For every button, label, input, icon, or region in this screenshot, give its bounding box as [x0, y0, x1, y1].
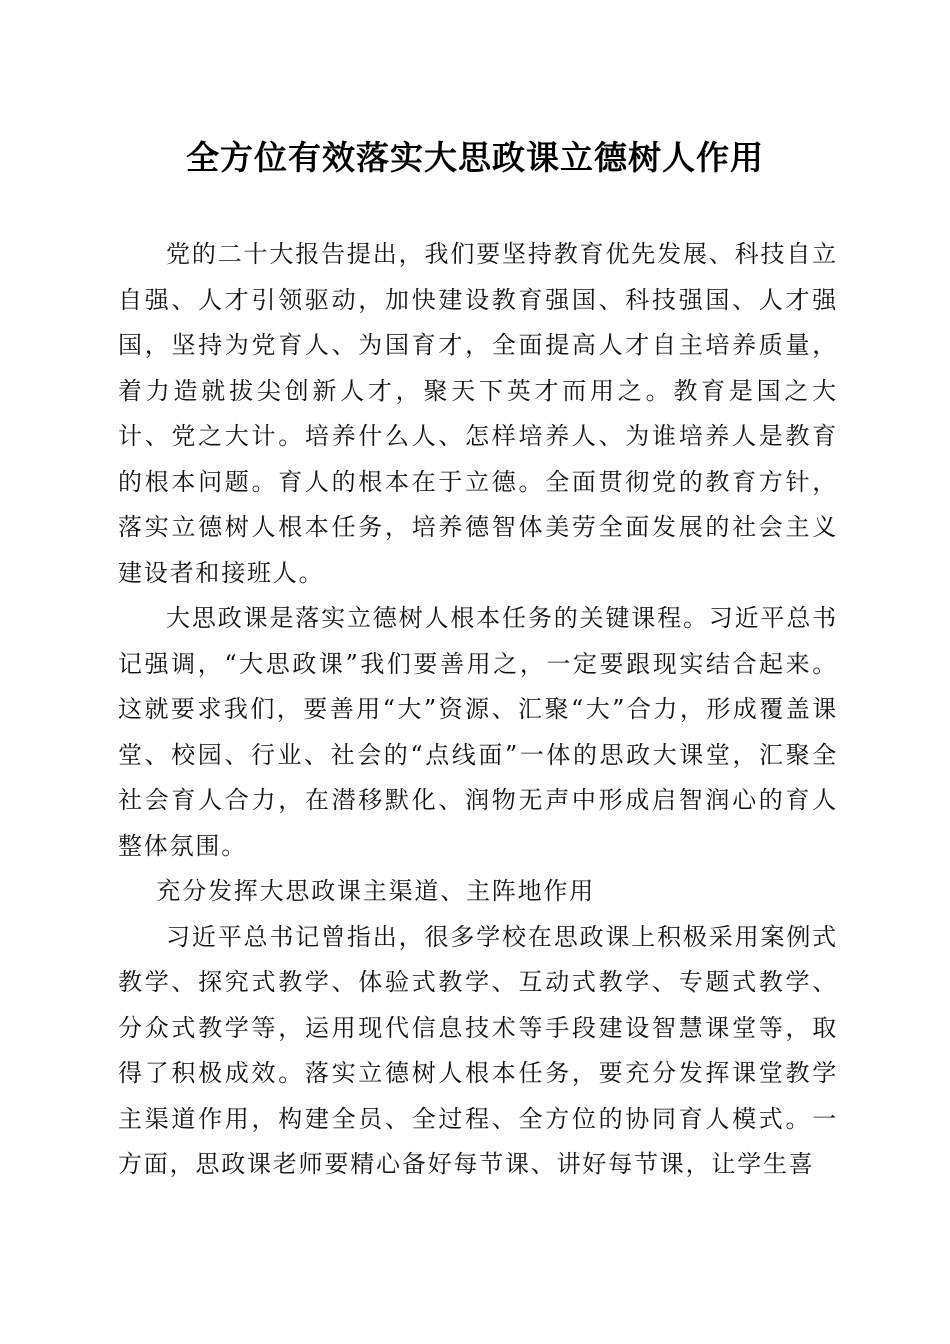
document-body	[118, 232, 838, 1188]
paragraph-2: 大思政课是落实立德树人根本任务的关键课程。习近平总书记强调，“大思政课”我们要善用之，一定要跟现实结合起来。这就要求我们，要善用“大”资源、汇聚“大”合力，形成覆盖课堂、校园、行业、社会的“点线面”一体的思政大课堂，汇聚全社会育人合力，在潜移默化、润物无声中形成启智润心的育人整体氛围。	[118, 604, 838, 860]
paragraph-1: 党的二十大报告提出，我们要坚持教育优先发展、科技自立自强、人才引领驱动，加快建设教育强国、科技强国、人才强国，坚持为党育人、为国育才，全面提高人才自主培养质量，着力造就拔尖创新人才，聚天下英才而用之。教育是国之大计、党之大计。培养什么人、怎样培养人、为谁培养人是教育的根本问题。育人的根本在于立德。全面贯彻党的教育方针，落实立德树人根本任务，培养德智体美劳全面发展的社会主义建设者和接班人。	[118, 240, 838, 587]
section-subheading: 充分发挥大思政课主渠道、主阵地作用	[156, 877, 595, 905]
paragraph-3: 习近平总书记曾指出，很多学校在思政课上积极采用案例式教学、探究式教学、体验式教学、互动式教学、专题式教学、分众式教学等，运用现代信息技术等手段建设智慧课堂等，取得了积极成效。落实立德树人根本任务，要充分发挥课堂教学主渠道作用，构建全员、全过程、全方位的协同育人模式。一方面，思政课老师要精心备好每节课、讲好每节课，让学生喜	[118, 922, 838, 1178]
document-title: 全方位有效落实大思政课立德树人作用	[186, 138, 764, 177]
